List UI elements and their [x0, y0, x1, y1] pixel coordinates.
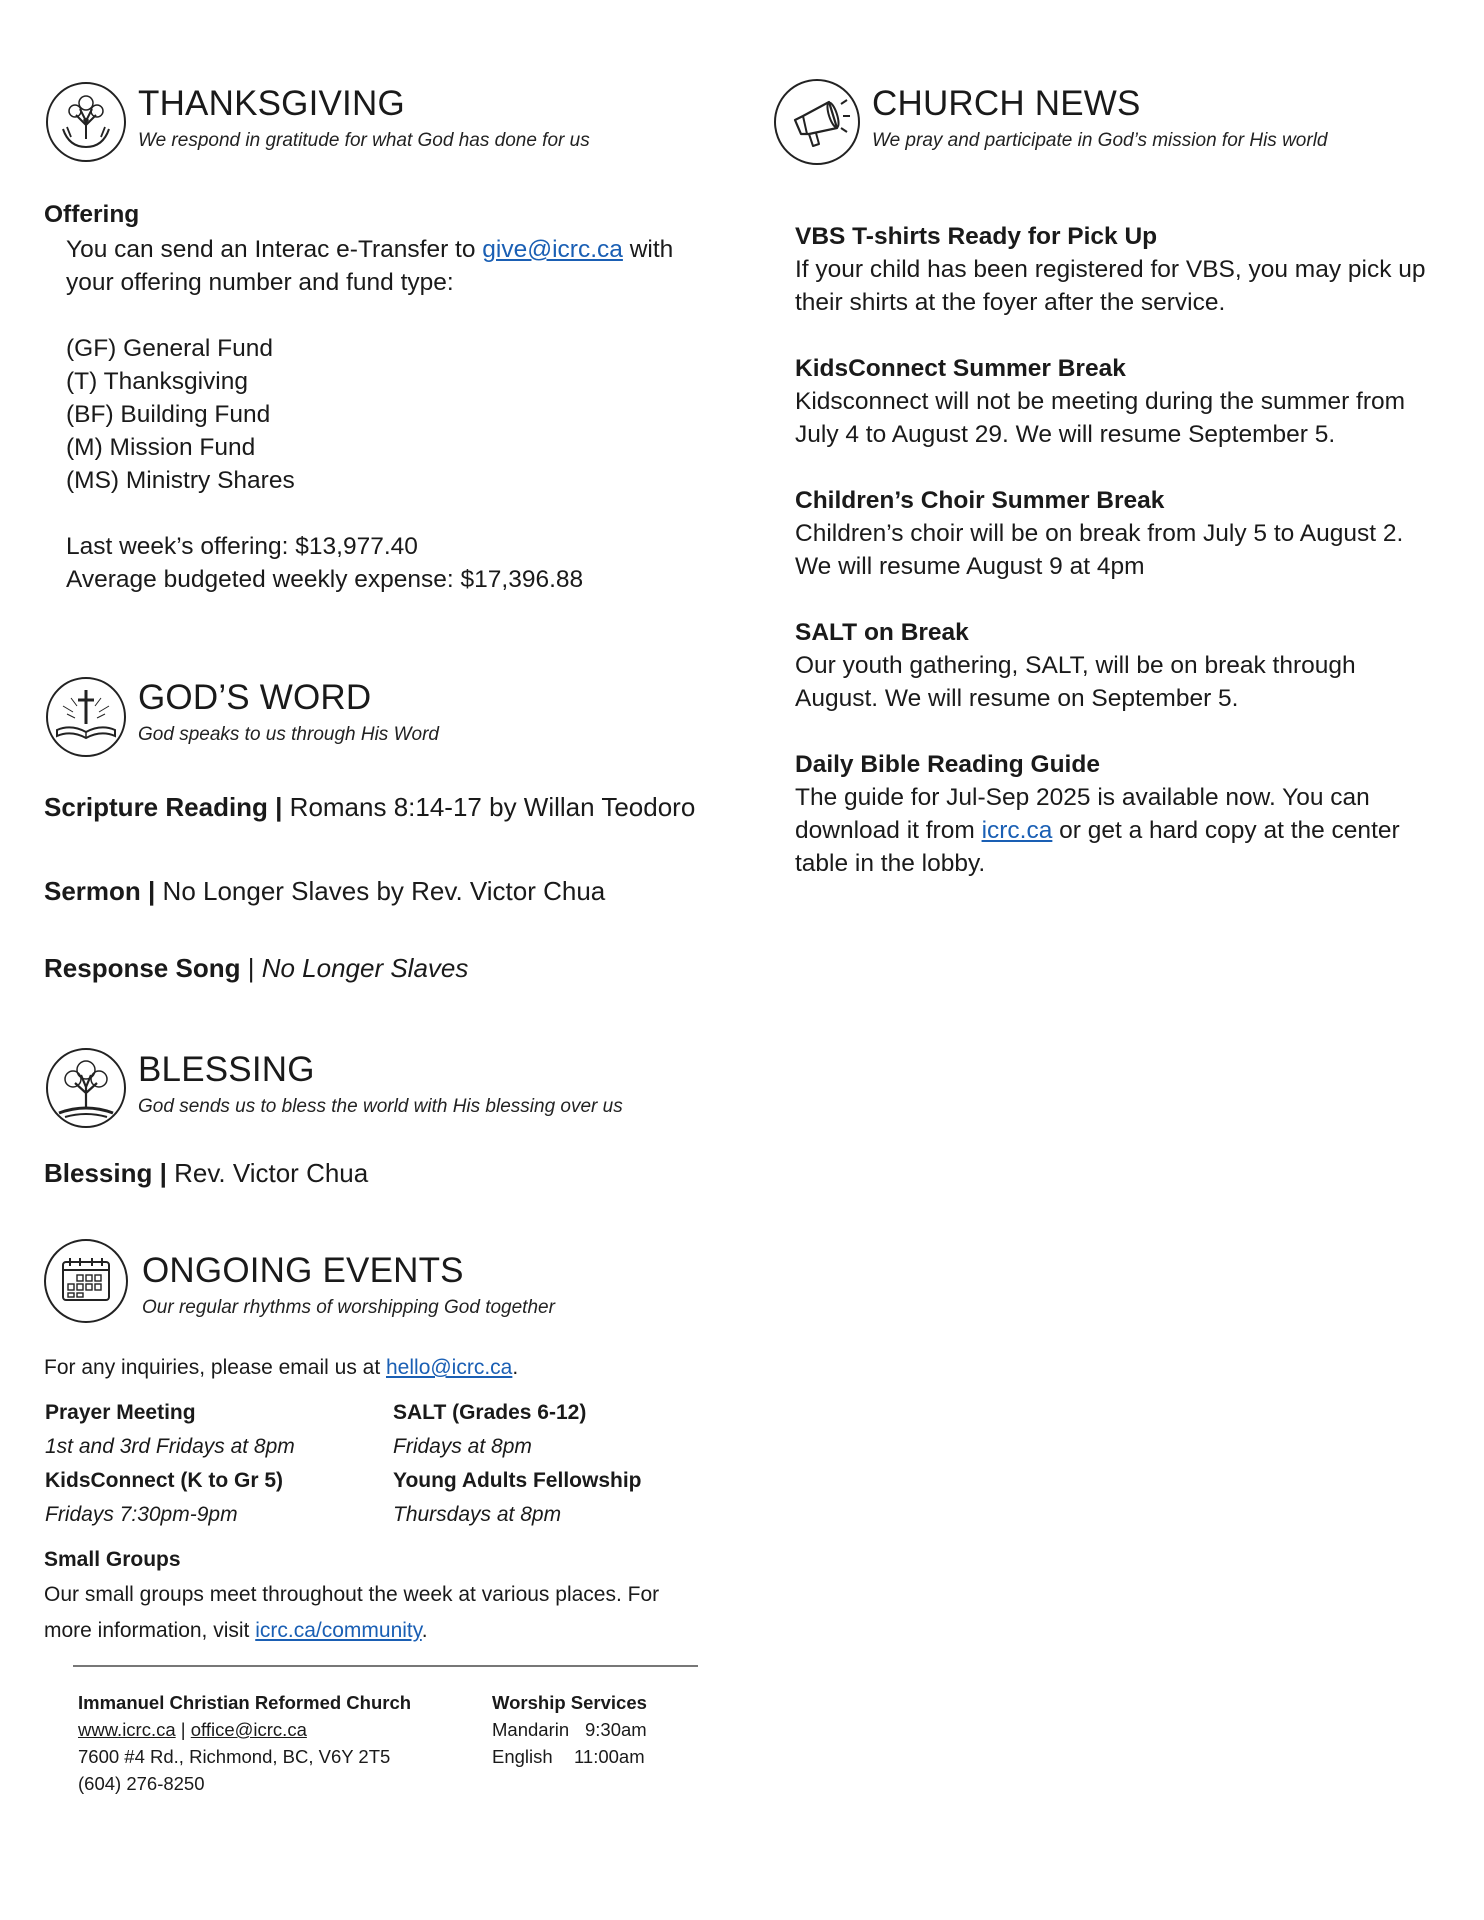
thanksgiving-title: THANKSGIVING — [138, 84, 405, 123]
bible-guide-body-line3: table in the lobby. — [795, 850, 986, 877]
news-title: Children’s Choir Summer Break — [795, 487, 1165, 514]
news-body: We will resume August 9 at 4pm — [795, 553, 1145, 580]
calendar-icon — [43, 1238, 129, 1324]
event-time: 1st and 3rd Fridays at 8pm — [45, 1435, 295, 1458]
fund-item: (MS) Ministry Shares — [66, 467, 295, 494]
fund-item: (BF) Building Fund — [66, 401, 271, 428]
contact-links: www.icrc.ca | office@icrc.ca — [78, 1719, 307, 1740]
response-song: Response Song | No Longer Slaves — [44, 953, 469, 983]
news-body: Children’s choir will be on break from July 5 to August 2. — [795, 520, 1404, 547]
news-title: VBS T-shirts Ready for Pick Up — [795, 223, 1158, 250]
community-link[interactable]: icrc.ca/community — [255, 1619, 422, 1642]
event-name: Young Adults Fellowship — [393, 1469, 642, 1492]
office-email-link[interactable]: office@icrc.ca — [190, 1719, 307, 1740]
offering-instructions: You can send an Interac e-Transfer to give@icrc.ca with — [66, 236, 674, 263]
news-title: KidsConnect Summer Break — [795, 355, 1126, 382]
event-time: Thursdays at 8pm — [393, 1503, 562, 1526]
fund-item: (T) Thanksgiving — [66, 368, 249, 395]
news-body: their shirts at the foyer after the service. — [795, 289, 1226, 316]
event-time: Fridays at 8pm — [393, 1435, 532, 1458]
event-name: KidsConnect (K to Gr 5) — [45, 1469, 284, 1492]
give-email-link[interactable]: give@icrc.ca — [482, 236, 623, 263]
news-title: SALT on Break — [795, 619, 969, 646]
last-week-offering: Last week’s offering: $13,977.40 — [66, 533, 418, 560]
blessing-line: Blessing | Rev. Victor Chua — [44, 1158, 369, 1188]
event-name: SALT (Grades 6-12) — [393, 1401, 587, 1424]
service-language: English — [492, 1746, 553, 1767]
blessing-title: BLESSING — [138, 1050, 315, 1089]
worship-services-heading: Worship Services — [492, 1692, 647, 1713]
gods-word-subtitle: God speaks to us through His Word — [138, 724, 439, 745]
news-body: Our youth gathering, SALT, will be on break through — [795, 652, 1356, 679]
sermon: Sermon | No Longer Slaves by Rev. Victor Chua — [44, 876, 606, 906]
average-expense: Average budgeted weekly expense: $17,396.88 — [66, 566, 584, 593]
small-groups-text-line2: more information, visit icrc.ca/community. — [44, 1619, 428, 1642]
ongoing-events-subtitle: Our regular rhythms of worshipping God together — [142, 1297, 555, 1318]
thanksgiving-subtitle: We respond in gratitude for what God has done for us — [138, 130, 590, 151]
church-address: 7600 #4 Rd., Richmond, BC, V6Y 2T5 — [78, 1746, 391, 1767]
small-groups-heading: Small Groups — [44, 1548, 181, 1571]
hello-email-link[interactable]: hello@icrc.ca — [386, 1356, 513, 1379]
church-news-subtitle: We pray and participate in God’s mission for His world — [872, 130, 1328, 151]
service-time: 11:00am — [574, 1746, 645, 1767]
bible-guide-title: Daily Bible Reading Guide — [795, 751, 1100, 778]
event-time: Fridays 7:30pm-9pm — [45, 1503, 238, 1526]
icrc-link[interactable]: icrc.ca — [981, 817, 1053, 844]
footer-divider — [73, 1665, 698, 1667]
fund-item: (M) Mission Fund — [66, 434, 256, 461]
service-language: Mandarin — [492, 1719, 570, 1740]
church-phone: (604) 276-8250 — [78, 1773, 205, 1794]
megaphone-icon — [773, 78, 861, 166]
bible-cross-icon — [45, 676, 127, 758]
event-name: Prayer Meeting — [45, 1401, 196, 1424]
gods-word-title: GOD’S WORD — [138, 678, 372, 717]
offering-heading: Offering — [44, 201, 140, 228]
tree-icon — [45, 1047, 127, 1129]
church-name: Immanuel Christian Reformed Church — [78, 1692, 412, 1713]
inquiry-line: For any inquiries, please email us at hello@icrc.ca. — [44, 1356, 519, 1379]
small-groups-text: Our small groups meet throughout the week at various places. For — [44, 1583, 660, 1606]
tree-hands-icon — [45, 81, 127, 163]
scripture-reading: Scripture Reading | Romans 8:14-17 by Willan Teodoro — [44, 792, 696, 822]
news-body: August. We will resume on September 5. — [795, 685, 1239, 712]
service-time: 9:30am — [585, 1719, 647, 1740]
blessing-subtitle: God sends us to bless the world with His blessing over us — [138, 1096, 623, 1117]
offering-instructions-line2: your offering number and fund type: — [66, 269, 454, 296]
bible-guide-body-line2: download it from icrc.ca or get a hard copy at the center — [795, 817, 1400, 844]
fund-item: (GF) General Fund — [66, 335, 273, 362]
news-body: July 4 to August 29. We will resume September 5. — [795, 421, 1336, 448]
bible-guide-body: The guide for Jul-Sep 2025 is available now. You can — [795, 784, 1370, 811]
church-news-title: CHURCH NEWS — [872, 84, 1141, 123]
ongoing-events-title: ONGOING EVENTS — [142, 1251, 464, 1290]
news-body: Kidsconnect will not be meeting during the summer from — [795, 388, 1406, 415]
website-link[interactable]: www.icrc.ca — [78, 1719, 176, 1740]
news-body: If your child has been registered for VBS, you may pick up — [795, 256, 1426, 283]
